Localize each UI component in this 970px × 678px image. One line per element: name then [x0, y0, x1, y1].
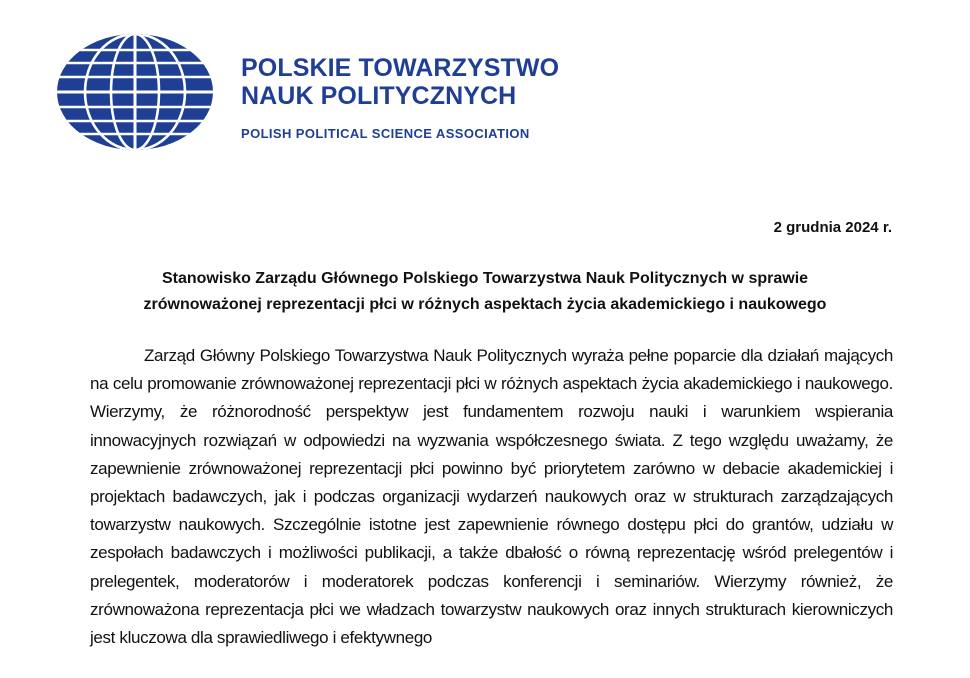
body-paragraph: Zarząd Główny Polskiego Towarzystwa Nauk Politycznych wyraża pełne poparcie dla działań mających na celu promowanie zrównoważonej reprezentacji płci w różnych aspektach życia akademickiego i naukowego. Wierzymy, że różnorodność perspektyw jest fundamentem rozwoju nauki i warunkiem wspierania innowacyjnych rozwiązań w odpowiedzi na wyzwania współczesnego świata. Z tego względu uważamy, że zapewnienie zrównoważonej reprezentacji płci powinno być priorytetem zarówno w debacie akademickiej i projektach badawczych, jak i podczas organizacji wydarzeń naukowych oraz w strukturach zarządzających towarzystw naukowych. Szczególnie istotne jest zapewnienie równego dostępu płci do grantów, udziału w zespołach badawczych i możliwości publikacji, a także dbałość o równą reprezentację wśród prelegentów i prelegentek, moderatorów i moderatorek podczas konferencji i seminariów. Wierzymy również, że zrównoważona reprezentacja płci we władzach towarzystw naukowych oraz innych strukturach kierowniczych jest kluczowa dla sprawiedliwego i efektywnego — [90, 346, 893, 648]
title-line-2: zrównoważonej reprezentacji płci w różnych aspektach życia akademickiego i naukowego — [143, 296, 827, 313]
document-title — [80, 266, 890, 318]
title-line-1: Stanowisko Zarządu Głównego Polskiego Towarzystwa Nauk Politycznych w sprawie — [161, 270, 809, 287]
letterhead — [55, 32, 575, 152]
org-name-line-2: NAUK POLITYCZNYCH — [241, 82, 517, 110]
document-date: 2 grudnia 2024 r. — [773, 219, 892, 236]
org-name-line-1: POLSKIE TOWARZYSTWO — [241, 54, 560, 82]
organization-name — [241, 54, 559, 142]
org-name-english: POLISH POLITICAL SCIENCE ASSOCIATION — [241, 126, 530, 141]
globe-icon — [55, 32, 215, 152]
